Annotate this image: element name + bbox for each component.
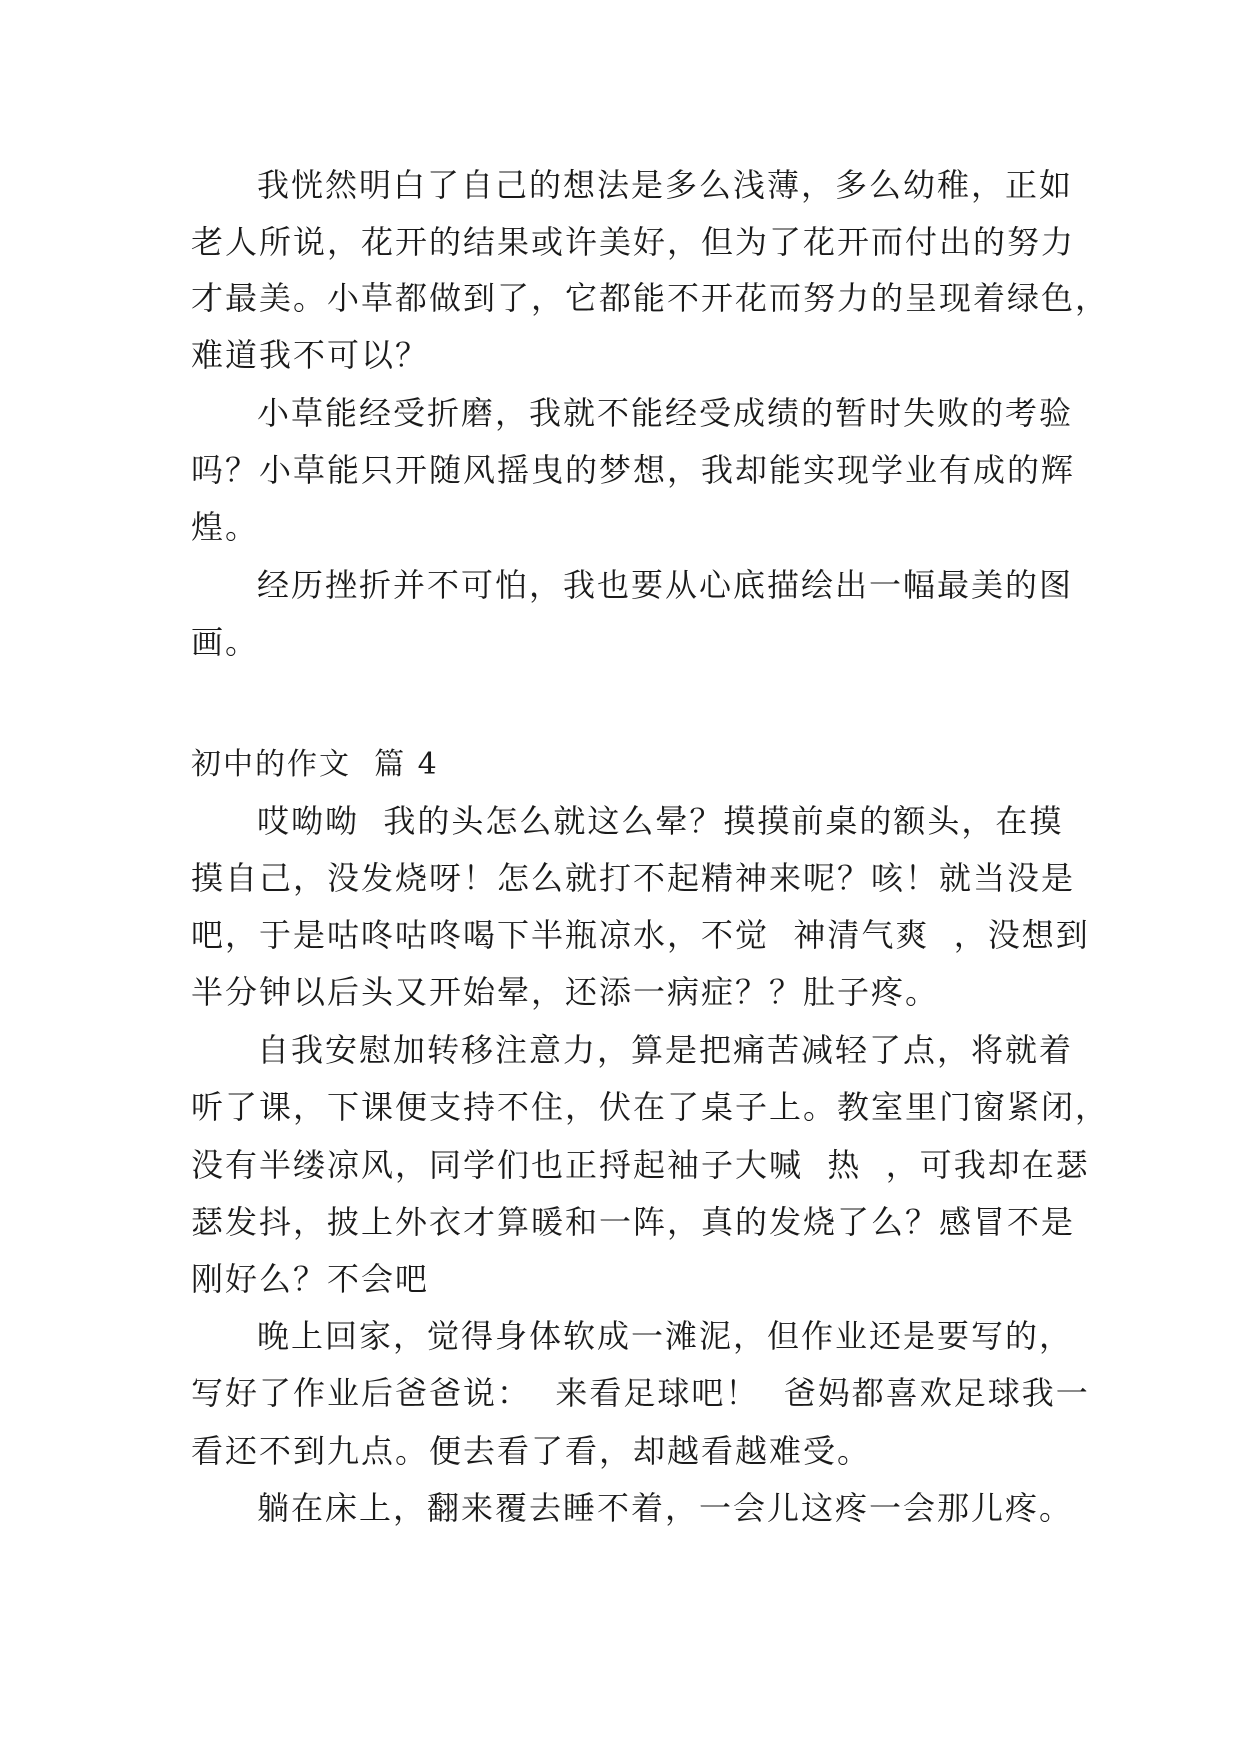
paragraph-line: 吧，于是咕咚咕咚喝下半瓶凉水，不觉 神清气爽 ，没想到 (191, 916, 1090, 954)
paragraph-line: 听了课，下课便支持不住，伏在了桌子上。教室里门窗紧闭， (191, 1088, 1110, 1126)
paragraph-line: 躺在床上，翻来覆去睡不着，一会儿这疼一会那儿疼。 (257, 1489, 1074, 1527)
paragraph-line: 老人所说，花开的结果或许美好，但为了花开而付出的努力 (191, 223, 1076, 261)
paragraph-line: 我恍然明白了自己的想法是多么浅薄，多么幼稚，正如 (257, 166, 1074, 204)
paragraph-line: 经历挫折并不可怕，我也要从心底描绘出一幅最美的图 (257, 566, 1074, 604)
paragraph-line: 小草能经受折磨，我就不能经受成绩的暂时失败的考验 (257, 394, 1074, 432)
section-heading: 初中的作文 篇 4 (191, 747, 439, 782)
paragraph-line: 自我安慰加转移注意力，算是把痛苦减轻了点，将就着 (257, 1031, 1074, 1069)
paragraph-line: 哎呦呦 我的头怎么就这么晕？摸摸前桌的额头，在摸 (257, 802, 1064, 840)
paragraph-line: 煌。 (191, 508, 260, 546)
paragraph-line: 画。 (191, 623, 260, 661)
paragraph-line: 才最美。小草都做到了，它都能不开花而努力的呈现着绿色， (191, 279, 1110, 317)
paragraph-line: 半分钟以后头又开始晕，还添一病症？？肚子疼。 (191, 973, 940, 1011)
paragraph-line: 吗？小草能只开随风摇曳的梦想，我却能实现学业有成的辉 (191, 451, 1076, 489)
paragraph-line: 难道我不可以？ (191, 336, 430, 374)
paragraph-line: 刚好么？不会吧 (191, 1260, 430, 1298)
paragraph-line: 写好了作业后爸爸说： 来看足球吧！ 爸妈都喜欢足球我一 (191, 1374, 1090, 1412)
paragraph-line: 看还不到九点。便去看了看，却越看越难受。 (191, 1432, 872, 1470)
paragraph-line: 晚上回家，觉得身体软成一滩泥，但作业还是要写的， (257, 1317, 1074, 1355)
paragraph-line: 摸自己，没发烧呀！怎么就打不起精神来呢？咳！就当没是 (191, 859, 1076, 897)
paragraph-line: 没有半缕凉风，同学们也正捋起袖子大喊 热 ，可我却在瑟 (191, 1146, 1090, 1184)
paragraph-line: 瑟发抖，披上外衣才算暖和一阵，真的发烧了么？感冒不是 (191, 1203, 1076, 1241)
